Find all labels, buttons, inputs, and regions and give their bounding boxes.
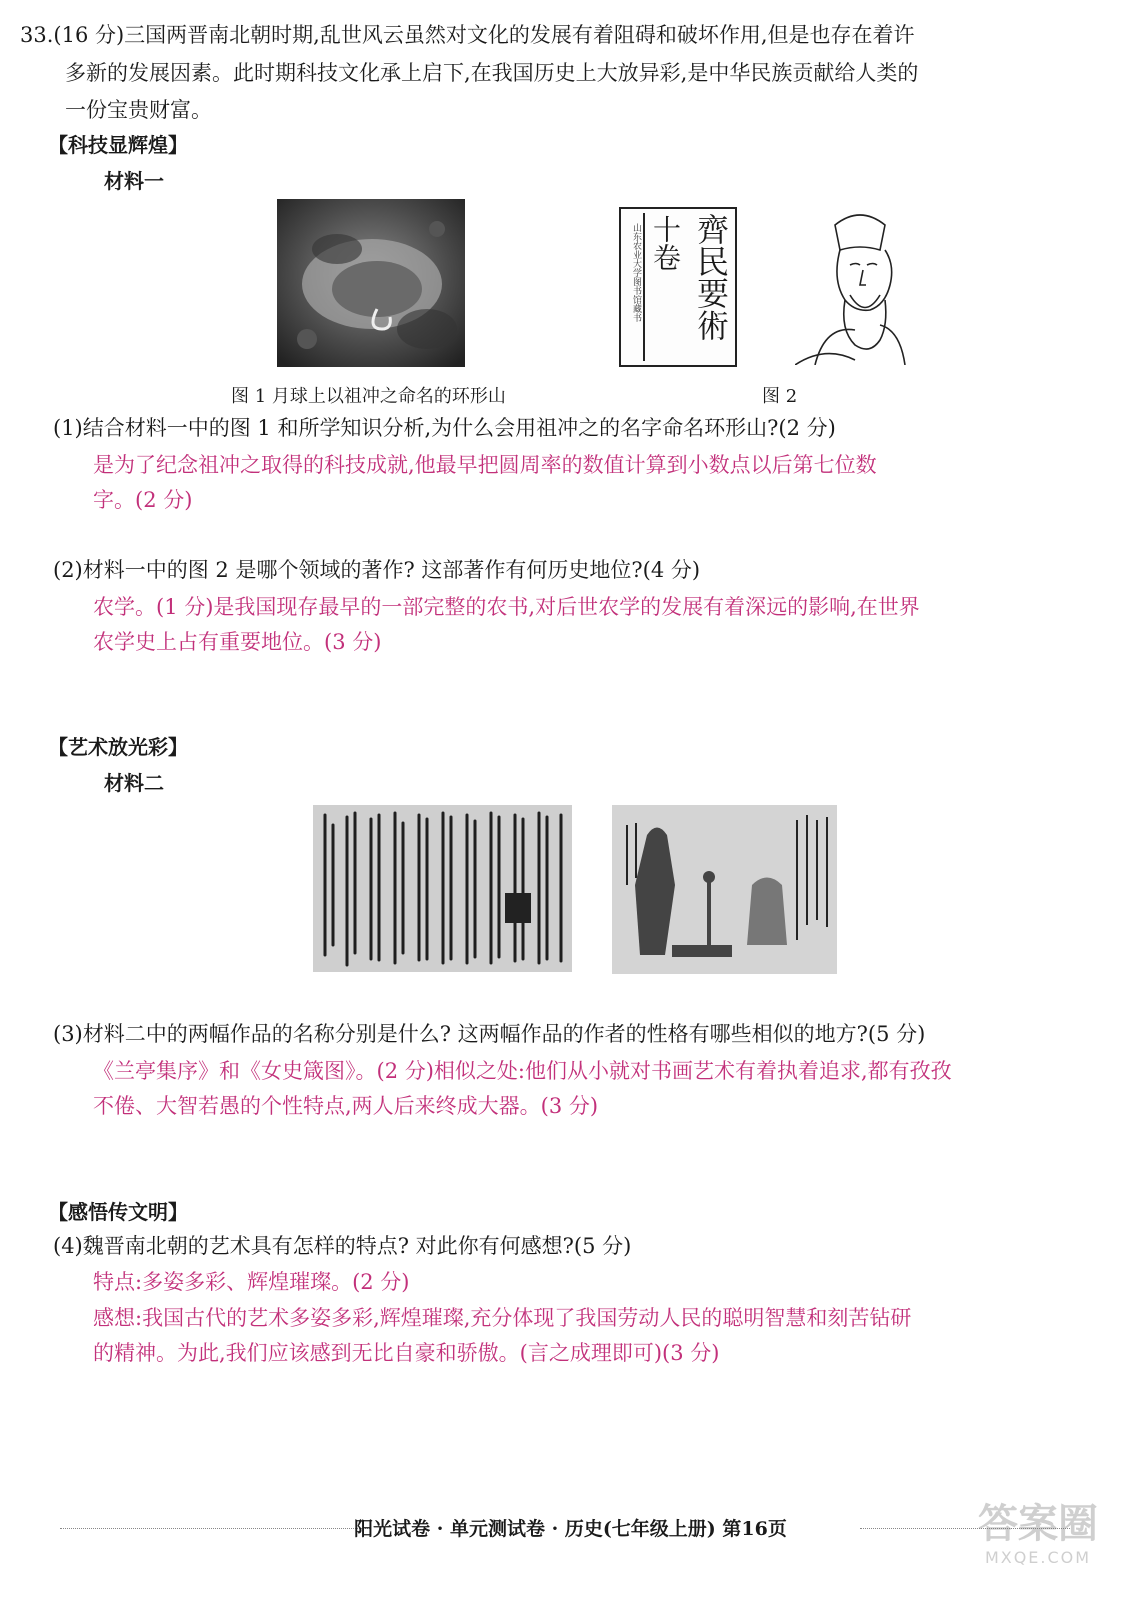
- material-two-label: 材料二: [104, 771, 164, 795]
- answer-3-line2: 不倦、大智若愚的个性特点,两人后来终成大器。(3 分): [93, 1094, 599, 1118]
- answer-1-line1: 是为了纪念祖冲之取得的科技成就,他最早把圆周率的数值计算到小数点以后第七位数: [93, 453, 877, 477]
- section-title-civilization: 【感悟传文明】: [48, 1200, 188, 1224]
- question-4: (4)魏晋南北朝的艺术具有怎样的特点? 对此你有何感想?(5 分): [53, 1234, 632, 1258]
- book-title-text: 齊民要術: [692, 213, 730, 341]
- question-3: (3)材料二中的两幅作品的名称分别是什么? 这两幅作品的作者的性格有哪些相似的地方?(5 分): [53, 1022, 926, 1046]
- question-intro-line1: 33.(16 分)三国两晋南北朝时期,乱世风云虽然对文化的发展有着阻碍和破坏作用,但是也存在着许: [20, 23, 915, 47]
- answer-2-line1: 农学。(1 分)是我国现存最早的一部完整的农书,对后世农学的发展有着深远的影响,在世界: [93, 595, 920, 619]
- question-intro-line2: 多新的发展因素。此时期科技文化承上启下,在我国历史上大放异彩,是中华民族贡献给人类的: [65, 61, 919, 85]
- answer-4-line3: 的精神。为此,我们应该感到无比自豪和骄傲。(言之成理即可)(3 分): [93, 1341, 720, 1365]
- figure-2-caption: 图 2: [762, 386, 798, 407]
- section-title-science: 【科技显辉煌】: [48, 133, 188, 157]
- answer-1-line2: 字。(2 分): [93, 488, 193, 512]
- question-2: (2)材料一中的图 2 是哪个领域的著作? 这部著作有何历史地位?(4 分): [53, 558, 701, 582]
- watermark-bottom-text: MXQE.COM: [984, 1548, 1092, 1567]
- answer-3-line1: 《兰亭集序》和《女史箴图》。(2 分)相似之处:他们从小就对书画艺术有着执着追求,都有孜孜: [93, 1059, 952, 1083]
- material-one-label: 材料一: [104, 169, 164, 193]
- portrait-sketch-image: [795, 205, 920, 365]
- book-volume-text: 十卷: [649, 215, 682, 271]
- answer-2-line2: 农学史上占有重要地位。(3 分): [93, 630, 382, 654]
- section-title-art: 【艺术放光彩】: [48, 735, 188, 759]
- question-intro-line3: 一份宝贵财富。: [65, 98, 212, 122]
- book-cover-image: [619, 207, 737, 367]
- painting-image: [612, 805, 837, 974]
- calligraphy-image: [313, 805, 572, 972]
- page-footer: 阳光试卷 · 单元测试卷 · 历史(七年级上册) 第16页: [354, 1518, 787, 1540]
- figure-1-caption: 图 1 月球上以祖冲之命名的环形山: [231, 386, 506, 407]
- answer-4-line1: 特点:多姿多彩、辉煌璀璨。(2 分): [93, 1270, 410, 1294]
- book-side-text: 山东农业大学图书馆藏书: [631, 223, 641, 322]
- watermark-top-text: 答案圈: [978, 1501, 1098, 1547]
- watermark-logo: [953, 1500, 1123, 1580]
- moon-crater-image: [277, 199, 465, 367]
- answer-4-line2: 感想:我国古代的艺术多姿多彩,辉煌璀璨,充分体现了我国劳动人民的聪明智慧和刻苦钻研: [93, 1306, 912, 1330]
- question-1: (1)结合材料一中的图 1 和所学知识分析,为什么会用祖冲之的名字命名环形山?(2 分): [53, 416, 836, 440]
